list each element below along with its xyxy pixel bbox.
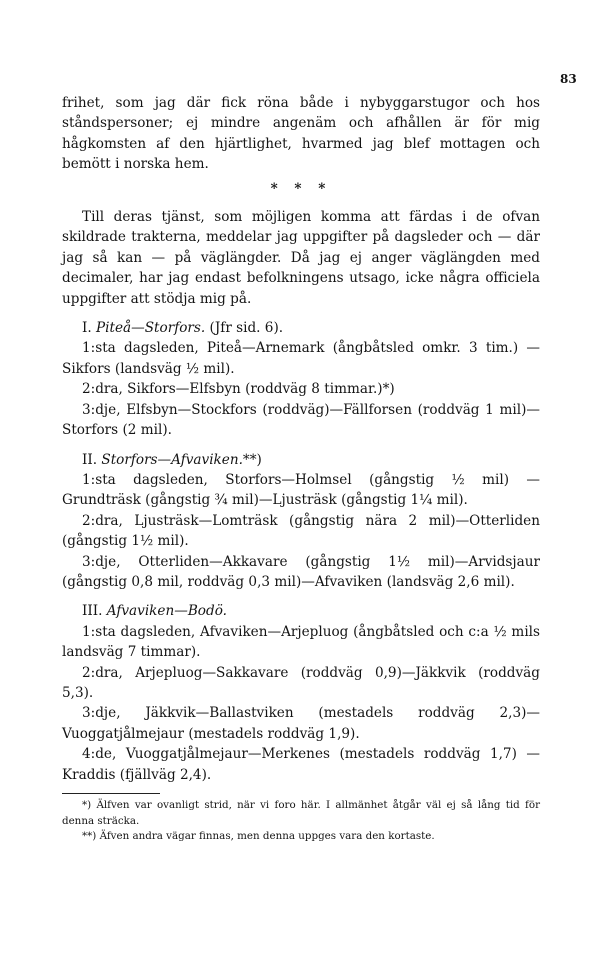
- route-numeral: II.: [82, 451, 98, 468]
- route-leg: 2:dra, Arjepluog—Sakkavare (roddväg 0,9)—Jäkkvik (roddväg 5,3).: [62, 664, 540, 701]
- route-title: Storfors—Afvaviken.: [101, 451, 243, 468]
- route-leg: 3:dje, Otterliden—Akkavare (gångstig 1½ mil)—Arvidsjaur (gångstig 0,8 mil, roddväg 0,3 mil)—Afvaviken (landsväg 2,6 mil).: [62, 553, 540, 590]
- paragraph-travel-info: Till deras tjänst, som möjligen komma att färdas i de ofvan skildrade trakterna, meddelar jag uppgifter på dagsleder och — där jag så kan — på väglängder. Då jag ej anger väglängden med decimaler, har jag endast befolkningens utsago, icke några officiela uppgifter att stödja mig på.: [62, 209, 540, 307]
- route-title: Piteå—Storfors.: [96, 320, 206, 337]
- route-title: Afvaviken—Bodö.: [106, 603, 227, 620]
- page-number: 83: [560, 72, 577, 86]
- route-note: (Jfr sid. 6).: [209, 320, 284, 337]
- footnote-2: **) Äfven andra vägar finnas, men denna uppges vara den kortaste.: [82, 830, 435, 843]
- route-heading-1: [62, 318, 540, 338]
- route-note: **): [242, 451, 262, 468]
- route-numeral: III.: [82, 603, 103, 620]
- route-heading-3: [62, 601, 540, 621]
- route-numeral: I.: [82, 320, 92, 337]
- footnote-divider: [62, 793, 160, 794]
- footnote-1: *) Älfven var ovanligt strid, när vi foro här. I allmänhet åtgår väl ej så lång tid för denna sträcka.: [62, 799, 540, 827]
- route-leg: 2:dra, Ljusträsk—Lomträsk (gångstig nära 2 mil)—Otterliden (gångstig 1½ mil).: [62, 512, 540, 550]
- route-heading-2: [62, 450, 540, 470]
- route-leg: 2:dra, Sikfors—Elfsbyn (roddväg 8 timmar.)*): [82, 381, 395, 398]
- route-leg: 3:dje, Elfsbyn—Stockfors (roddväg)—Fällforsen (roddväg 1 mil)—Storfors (2 mil).: [62, 401, 540, 439]
- route-leg: 3:dje, Jäkkvik—Ballastviken (mestadels roddväg 2,3)— Vuoggatjålmejaur (mestadels roddväg 1,9).: [62, 705, 540, 742]
- page-body: [62, 93, 540, 845]
- route-leg: 1:sta dagsleden, Storfors—Holmsel (gångstig ½ mil) — Grundträsk (gångstig ¾ mil)—Ljusträsk (gångstig 1¼ mil).: [62, 471, 540, 509]
- paragraph-intro: frihet, som jag där fick röna både i nybyggarstugor och hos ståndspersoner; ej mindre angenäm och afhållen är för mig hågkomsten af den hjärtlighet, hvarmed jag blef mottagen och bemött i norska hem.: [62, 95, 540, 173]
- route-leg: 1:sta dagsleden, Afvaviken—Arjepluog (ångbåtsled och c:a ½ mils landsväg 7 timmar).: [62, 623, 540, 661]
- route-leg: 1:sta dagsleden, Piteå—Arnemark (ångbåtsled omkr. 3 tim.) —Sikfors (landsväg ½ mil).: [62, 340, 540, 377]
- section-separator: * * *: [270, 180, 332, 197]
- route-leg: 4:de, Vuoggatjålmejaur—Merkenes (mestadels roddväg 1,7) —Kraddis (fjällväg 2,4).: [62, 746, 540, 783]
